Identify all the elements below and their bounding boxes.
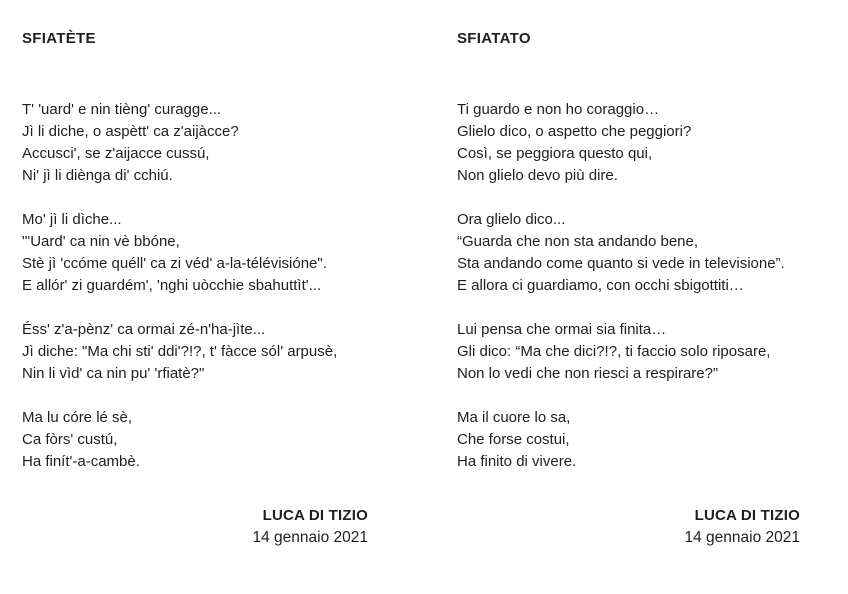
- signature-block-italian: [457, 505, 800, 549]
- poem-date: 14 gennaio 2021: [684, 529, 800, 546]
- poem-line: Ha finít'-a-cambè.: [22, 453, 140, 470]
- poem-line: Che forse costui,: [457, 431, 570, 448]
- poem-line: Jì li diche, o aspètt' ca z'aijàcce?: [22, 123, 239, 140]
- poem-line: Jì diche: "Ma chi sti' ddi'?!?, t' fàcce sól' arpusè,: [22, 343, 338, 360]
- stanza-4-dialect: [22, 407, 368, 473]
- poem-line: Mo' jì li dìche...: [22, 211, 122, 228]
- poem-line: Gli dico: “Ma che dici?!?, ti faccio solo riposare,: [457, 343, 771, 360]
- poem-line: T' 'uard' e nin tièng' curagge...: [22, 101, 222, 118]
- author-name: LUCA DI TIZIO: [694, 507, 800, 524]
- poem-title-dialect: SFIATÈTE: [22, 30, 96, 47]
- poem-line: Accusci', se z'aijacce cussú,: [22, 145, 210, 162]
- stanza-3-dialect: [22, 319, 368, 385]
- poem-line: Così, se peggiora questo qui,: [457, 145, 653, 162]
- stanza-3-italian: [457, 319, 800, 385]
- poem-line: Ha finito di vivere.: [457, 453, 577, 470]
- poem-line: Non lo vedi che non riesci a respirare?”: [457, 365, 718, 382]
- poem-line: Sta andando come quanto si vede in televisione”.: [457, 255, 785, 272]
- poem-line: E allór' zi guardém', 'nghi uòcchie sbahuttìt'...: [22, 277, 322, 294]
- poem-title-italian: SFIATATO: [457, 30, 531, 47]
- poem-line: Éss' z'a-pènz' ca ormai zé-n'ha-jìte...: [22, 321, 266, 338]
- poem-body-italian: [457, 99, 800, 473]
- poem-line: Ca fòrs' custú,: [22, 431, 118, 448]
- poem-line: Ma lu córe lé sè,: [22, 409, 133, 426]
- poem-line: Ora glielo dico...: [457, 211, 566, 228]
- stanza-2-dialect: [22, 209, 368, 297]
- poem-line: Ni' jì li diènga di' cchiú.: [22, 167, 173, 184]
- stanza-1-italian: [457, 99, 800, 187]
- poem-line: Nin li vìd' ca nin pu' 'rfiatè?": [22, 365, 205, 382]
- poem-line: E allora ci guardiamo, con occhi sbigottiti…: [457, 277, 744, 294]
- poem-line: Ti guardo e non ho coraggio…: [457, 101, 660, 118]
- stanza-4-italian: [457, 407, 800, 473]
- signature-block-dialect: [22, 505, 368, 549]
- stanza-1-dialect: [22, 99, 368, 187]
- poem-column-italian: [424, 0, 848, 594]
- poem-line: Stè jì 'ccóme quéll' ca zi véd' a-la-télévisióne".: [22, 255, 327, 272]
- poem-line: “Guarda che non sta andando bene,: [457, 233, 699, 250]
- poem-line: Non glielo devo più dire.: [457, 167, 618, 184]
- poem-line: Glielo dico, o aspetto che peggiori?: [457, 123, 692, 140]
- poem-line: Ma il cuore lo sa,: [457, 409, 571, 426]
- author-name: LUCA DI TIZIO: [262, 507, 368, 524]
- poem-body-dialect: [22, 99, 368, 473]
- stanza-2-italian: [457, 209, 800, 297]
- poem-date: 14 gennaio 2021: [252, 529, 368, 546]
- poem-line: Lui pensa che ormai sia finita…: [457, 321, 667, 338]
- poem-line: "'Uard' ca nin vè bbóne,: [22, 233, 180, 250]
